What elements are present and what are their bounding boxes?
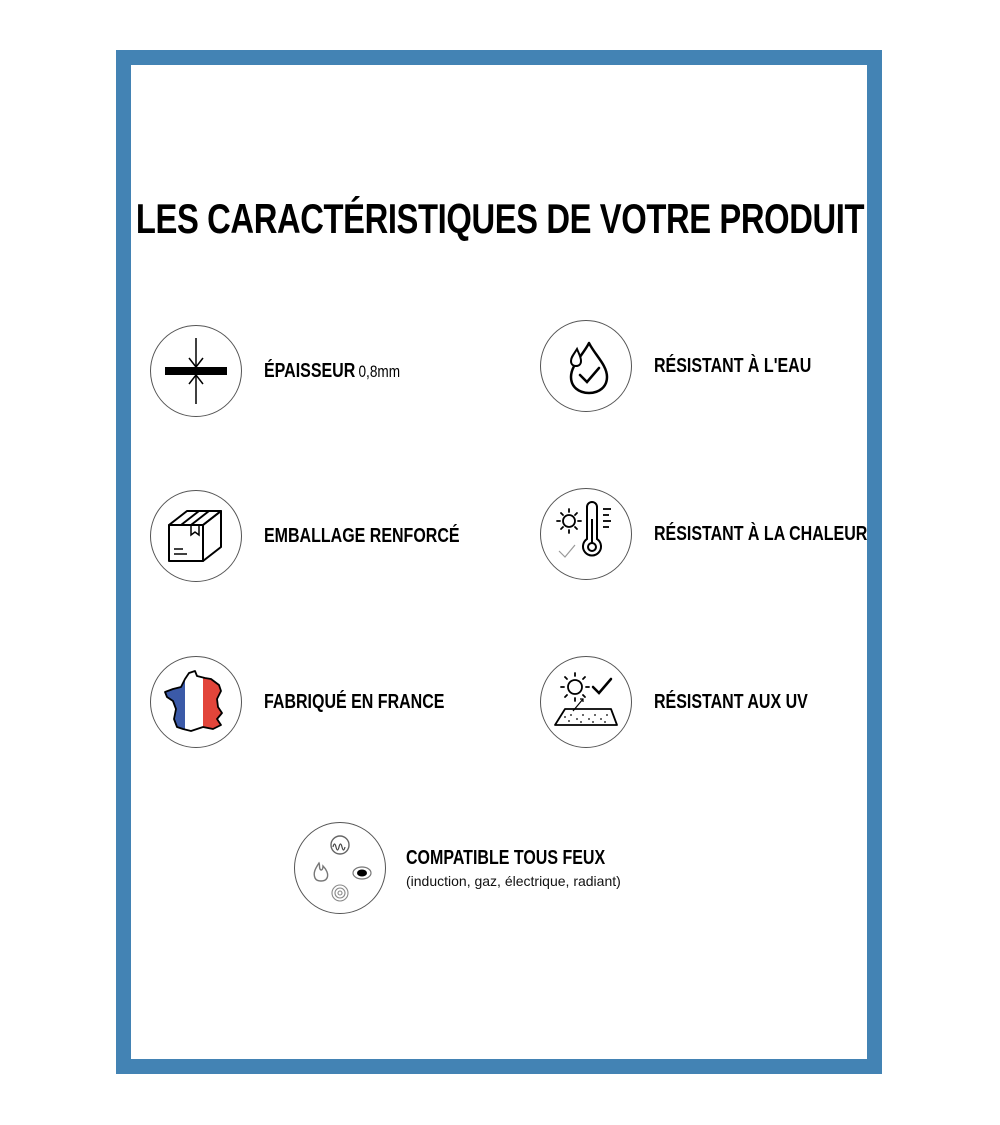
cooktops-icon <box>294 822 386 914</box>
sun-uv-check-icon <box>540 656 632 748</box>
feature-label: EMBALLAGE RENFORCÉ <box>264 524 460 547</box>
feature-uv <box>540 656 846 748</box>
feature-thickness <box>150 325 434 417</box>
feature-france <box>150 656 490 748</box>
box-icon <box>150 490 242 582</box>
feature-heat <box>540 488 921 580</box>
feature-water <box>540 320 851 412</box>
feature-label: RÉSISTANT À L'EAU <box>654 354 812 377</box>
feature-label: COMPATIBLE TOUS FEUX <box>406 847 606 869</box>
france-map-icon <box>150 656 242 748</box>
sun-thermometer-icon <box>540 488 632 580</box>
feature-cooktops <box>294 822 655 914</box>
feature-label: FABRIQUÉ EN FRANCE <box>264 690 445 713</box>
feature-label: RÉSISTANT À LA CHALEUR <box>654 522 868 545</box>
page-title: LES CARACTÉRISTIQUES DE VOTRE PRODUIT <box>135 195 865 242</box>
feature-packaging <box>150 490 508 582</box>
feature-sublabel: (induction, gaz, électrique, radiant) <box>406 873 621 889</box>
water-drop-check-icon <box>540 320 632 412</box>
thickness-icon <box>150 325 242 417</box>
feature-label: RÉSISTANT AUX UV <box>654 690 808 713</box>
feature-label: ÉPAISSEUR 0,8mm <box>264 359 401 382</box>
